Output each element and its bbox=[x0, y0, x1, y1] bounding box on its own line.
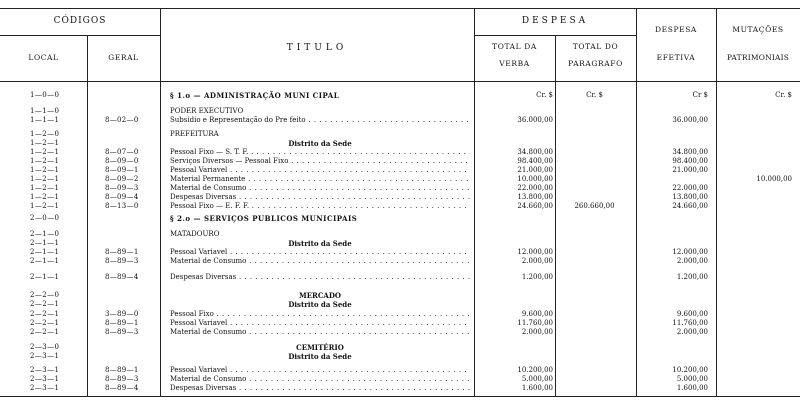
cell-local: 2—3—1 bbox=[30, 352, 60, 360]
cell-local: 2—3—1 bbox=[30, 375, 60, 383]
cell-titulo: CEMITÉRIO bbox=[296, 343, 344, 352]
header-total-paragrafo-2: PARAGRAFO bbox=[568, 59, 623, 68]
cell-local: 1—2—1 bbox=[30, 175, 60, 183]
header-mutacoes-1: MUTAÇÕES bbox=[732, 25, 784, 34]
cell-geral: 8—89—1 bbox=[105, 366, 139, 374]
cell-titulo: Subsidio e Representação do Pre feito . . . bbox=[170, 116, 470, 125]
header-despesa: DESPESA bbox=[521, 16, 589, 26]
cell-titulo: Material de Consumo . . . bbox=[170, 328, 470, 337]
cell-local: 2—3—1 bbox=[30, 384, 60, 392]
cell-titulo: Material de Consumo . . . bbox=[170, 257, 470, 266]
cell-geral: 8—89—3 bbox=[105, 375, 139, 383]
codigos-underline bbox=[0, 35, 160, 36]
cell-verba: 12.000,00 bbox=[517, 248, 553, 256]
header-despesa-efetiva-2: EFETIVA bbox=[656, 53, 696, 62]
cell-efetiva: 1.200,00 bbox=[676, 273, 708, 281]
cell-efetiva: 24.660,00 bbox=[672, 202, 708, 210]
cell-local: 1—1—0 bbox=[30, 107, 60, 115]
cell-geral: 8—09—3 bbox=[105, 184, 139, 192]
cell-verba: 1.200,00 bbox=[521, 273, 553, 281]
table-row bbox=[0, 157, 800, 166]
cell-titulo: Pessoal Fixo . . . bbox=[170, 310, 470, 319]
cell-efetiva: 2.000,00 bbox=[676, 257, 708, 265]
table-row bbox=[0, 139, 800, 148]
cell-paragrafo: 260.660,00 bbox=[574, 202, 615, 210]
cell-local: 2—2—0 bbox=[30, 291, 60, 299]
cell-mutacoes: Cr. $ bbox=[775, 91, 792, 99]
cell-verba: 2.000,00 bbox=[521, 257, 553, 265]
cell-geral: 8—09—0 bbox=[105, 157, 139, 165]
cell-local: 2—3—0 bbox=[30, 343, 60, 351]
cell-local: 2—1—1 bbox=[30, 257, 60, 265]
cell-efetiva: 1.600,00 bbox=[676, 384, 708, 392]
table-row bbox=[0, 184, 800, 193]
header-bottom-rule bbox=[0, 81, 800, 82]
cell-geral: 8—89—3 bbox=[105, 328, 139, 336]
cell-verba: 36.000,00 bbox=[517, 116, 553, 124]
cell-geral: 8—09—1 bbox=[105, 166, 139, 174]
cell-titulo: Despesas Diversas . . . bbox=[170, 273, 470, 282]
cell-titulo: Distrito da Sede bbox=[288, 300, 352, 309]
cell-titulo: Pessoal Variavel . . . bbox=[170, 366, 470, 375]
cell-verba: 1.600,00 bbox=[521, 384, 553, 392]
cell-geral: 8—07—0 bbox=[105, 148, 139, 156]
table-row bbox=[0, 384, 800, 393]
cell-local: 1—2—1 bbox=[30, 193, 60, 201]
table-row bbox=[0, 310, 800, 319]
cell-verba: 5.000,00 bbox=[521, 375, 553, 383]
cell-verba: 22.000,00 bbox=[517, 184, 553, 192]
table-row bbox=[0, 214, 800, 223]
header-codigos: CÓDIGOS bbox=[53, 16, 107, 26]
cell-local: 1—2—0 bbox=[30, 130, 60, 138]
table-row bbox=[0, 273, 800, 282]
cell-local: 2—1—1 bbox=[30, 273, 60, 281]
cell-geral: 3—89—0 bbox=[105, 310, 139, 318]
cell-titulo: Pessoal Fixo — E. F. F. . . . bbox=[170, 202, 470, 211]
cell-local: 1—2—1 bbox=[30, 184, 60, 192]
cell-verba: 13.800,00 bbox=[517, 193, 553, 201]
cell-local: 2—1—0 bbox=[30, 230, 60, 238]
header-despesa-efetiva-1: DESPESA bbox=[655, 25, 697, 34]
header-mutacoes-2: PATRIMONIAIS bbox=[726, 53, 790, 62]
table-row bbox=[0, 319, 800, 328]
cell-efetiva: 36.000,00 bbox=[672, 116, 708, 124]
cell-mutacoes: 10.000,00 bbox=[756, 175, 792, 183]
cell-titulo: Distrito da Sede bbox=[288, 239, 352, 248]
cell-titulo: Material de Consumo . . . bbox=[170, 375, 470, 384]
cell-local: 2—0—0 bbox=[30, 214, 60, 222]
cell-verba: Cr. $ bbox=[536, 91, 553, 99]
cell-verba: 2.000,00 bbox=[521, 328, 553, 336]
table-row bbox=[0, 166, 800, 175]
cell-titulo: Material de Consumo . . . bbox=[170, 184, 470, 193]
table-row bbox=[0, 343, 800, 352]
cell-local: 2—1—1 bbox=[30, 248, 60, 256]
cell-verba: 98.400,00 bbox=[517, 157, 553, 165]
cell-local: 1—2—1 bbox=[30, 202, 60, 210]
cell-geral: 8—89—1 bbox=[105, 248, 139, 256]
cell-efetiva: 98.400,00 bbox=[672, 157, 708, 165]
cell-local: 1—2—1 bbox=[30, 148, 60, 156]
cell-verba: 10.200,00 bbox=[517, 366, 553, 374]
table-row bbox=[0, 257, 800, 266]
cell-titulo: § 1.o — ADMINISTRAÇÃO MUNI CIPAL bbox=[170, 91, 340, 100]
cell-titulo: PREFEITURA bbox=[170, 130, 219, 138]
cell-local: 2—3—1 bbox=[30, 366, 60, 374]
cell-geral: 8—09—2 bbox=[105, 175, 139, 183]
top-rule bbox=[0, 8, 800, 9]
table-row bbox=[0, 375, 800, 384]
cell-local: 2—2—1 bbox=[30, 300, 60, 308]
table-row bbox=[0, 239, 800, 248]
cell-efetiva: 2.000,00 bbox=[676, 328, 708, 336]
cell-local: 1—2—1 bbox=[30, 139, 60, 147]
cell-verba: 21.000,00 bbox=[517, 166, 553, 174]
cell-geral: 8—89—1 bbox=[105, 319, 139, 327]
cell-geral: 8—89—4 bbox=[105, 273, 139, 281]
header-total-verba-2: VERBA bbox=[499, 59, 530, 68]
cell-efetiva: 13.800,00 bbox=[672, 193, 708, 201]
table-row bbox=[0, 300, 800, 309]
cell-titulo: Pessoal Fixo — S. T. F. . . . bbox=[170, 148, 470, 157]
header-titulo: TITULO bbox=[286, 43, 348, 53]
cell-paragrafo: Cr. $ bbox=[586, 91, 603, 99]
cell-local: 1—2—1 bbox=[30, 166, 60, 174]
cell-verba: 24.660,00 bbox=[517, 202, 553, 210]
cell-local: 1—1—1 bbox=[30, 116, 60, 124]
cell-titulo: MERCADO bbox=[298, 291, 342, 300]
table-row bbox=[0, 193, 800, 202]
table-row bbox=[0, 91, 800, 100]
cell-efetiva: 9.600,00 bbox=[676, 310, 708, 318]
cell-geral: 8—02—0 bbox=[105, 116, 139, 124]
cell-titulo: Serviços Diversos — Pessoal Fixo . . . bbox=[170, 157, 470, 166]
cell-titulo: Distrito da Sede bbox=[288, 352, 352, 361]
cell-titulo: Pessoal Variavel . . . bbox=[170, 166, 470, 175]
table-row bbox=[0, 107, 800, 116]
cell-titulo: PODER EXECUTIVO bbox=[170, 107, 244, 115]
cell-geral: 8—09—4 bbox=[105, 193, 139, 201]
cell-titulo: § 2.o — SERVIÇOS PUBLICOS MUNICIPAIS bbox=[170, 214, 358, 223]
header-geral: GERAL bbox=[108, 53, 139, 62]
cell-titulo: Distrito da Sede bbox=[288, 139, 352, 148]
header-total-paragrafo-1: TOTAL DO bbox=[572, 42, 619, 51]
table-row bbox=[0, 248, 800, 257]
cell-geral: 8—89—3 bbox=[105, 257, 139, 265]
table-row bbox=[0, 328, 800, 337]
cell-titulo: Pessoal Variavel . . . bbox=[170, 248, 470, 257]
cell-verba: 34.800,00 bbox=[517, 148, 553, 156]
cell-titulo: Despesas Diversas . . . bbox=[170, 193, 470, 202]
table-row bbox=[0, 366, 800, 375]
cell-titulo: Pessoal Variavel . . . bbox=[170, 319, 470, 328]
cell-local: 2—1—1 bbox=[30, 239, 60, 247]
cell-efetiva: 12.000,00 bbox=[672, 248, 708, 256]
cell-efetiva: 5.000,00 bbox=[676, 375, 708, 383]
cell-efetiva: 34.800,00 bbox=[672, 148, 708, 156]
cell-titulo: MATADOURO bbox=[170, 230, 220, 238]
cell-local: 1—2—1 bbox=[30, 157, 60, 165]
cell-efetiva: 10.200,00 bbox=[672, 366, 708, 374]
cell-geral: 8—89—4 bbox=[105, 384, 139, 392]
header-total-verba-1: TOTAL DA bbox=[492, 42, 537, 51]
cell-titulo: Material Permanente . . . bbox=[170, 175, 470, 184]
header-local: LOCAL bbox=[28, 53, 59, 62]
cell-local: 2—2—1 bbox=[30, 319, 60, 327]
cell-verba: 10.000,00 bbox=[517, 175, 553, 183]
cell-verba: 11.760,00 bbox=[517, 319, 553, 327]
cell-geral: 8—13—0 bbox=[105, 202, 139, 210]
bottom-rule bbox=[0, 396, 800, 397]
table-row bbox=[0, 175, 800, 184]
cell-efetiva: 11.760,00 bbox=[672, 319, 708, 327]
cell-titulo: Despesas Diversas . . . bbox=[170, 384, 470, 393]
table-row bbox=[0, 130, 800, 139]
table-row bbox=[0, 116, 800, 125]
table-row bbox=[0, 291, 800, 300]
table-row bbox=[0, 230, 800, 239]
cell-efetiva: Cr $ bbox=[692, 91, 708, 99]
cell-local: 2—2—1 bbox=[30, 310, 60, 318]
cell-efetiva: 21.000,00 bbox=[672, 166, 708, 174]
cell-verba: 9.600,00 bbox=[521, 310, 553, 318]
cell-local: 2—2—1 bbox=[30, 328, 60, 336]
table-row bbox=[0, 202, 800, 211]
table-row bbox=[0, 148, 800, 157]
cell-efetiva: 22.000,00 bbox=[672, 184, 708, 192]
table-row bbox=[0, 352, 800, 361]
cell-local: 1—0—0 bbox=[30, 91, 60, 99]
